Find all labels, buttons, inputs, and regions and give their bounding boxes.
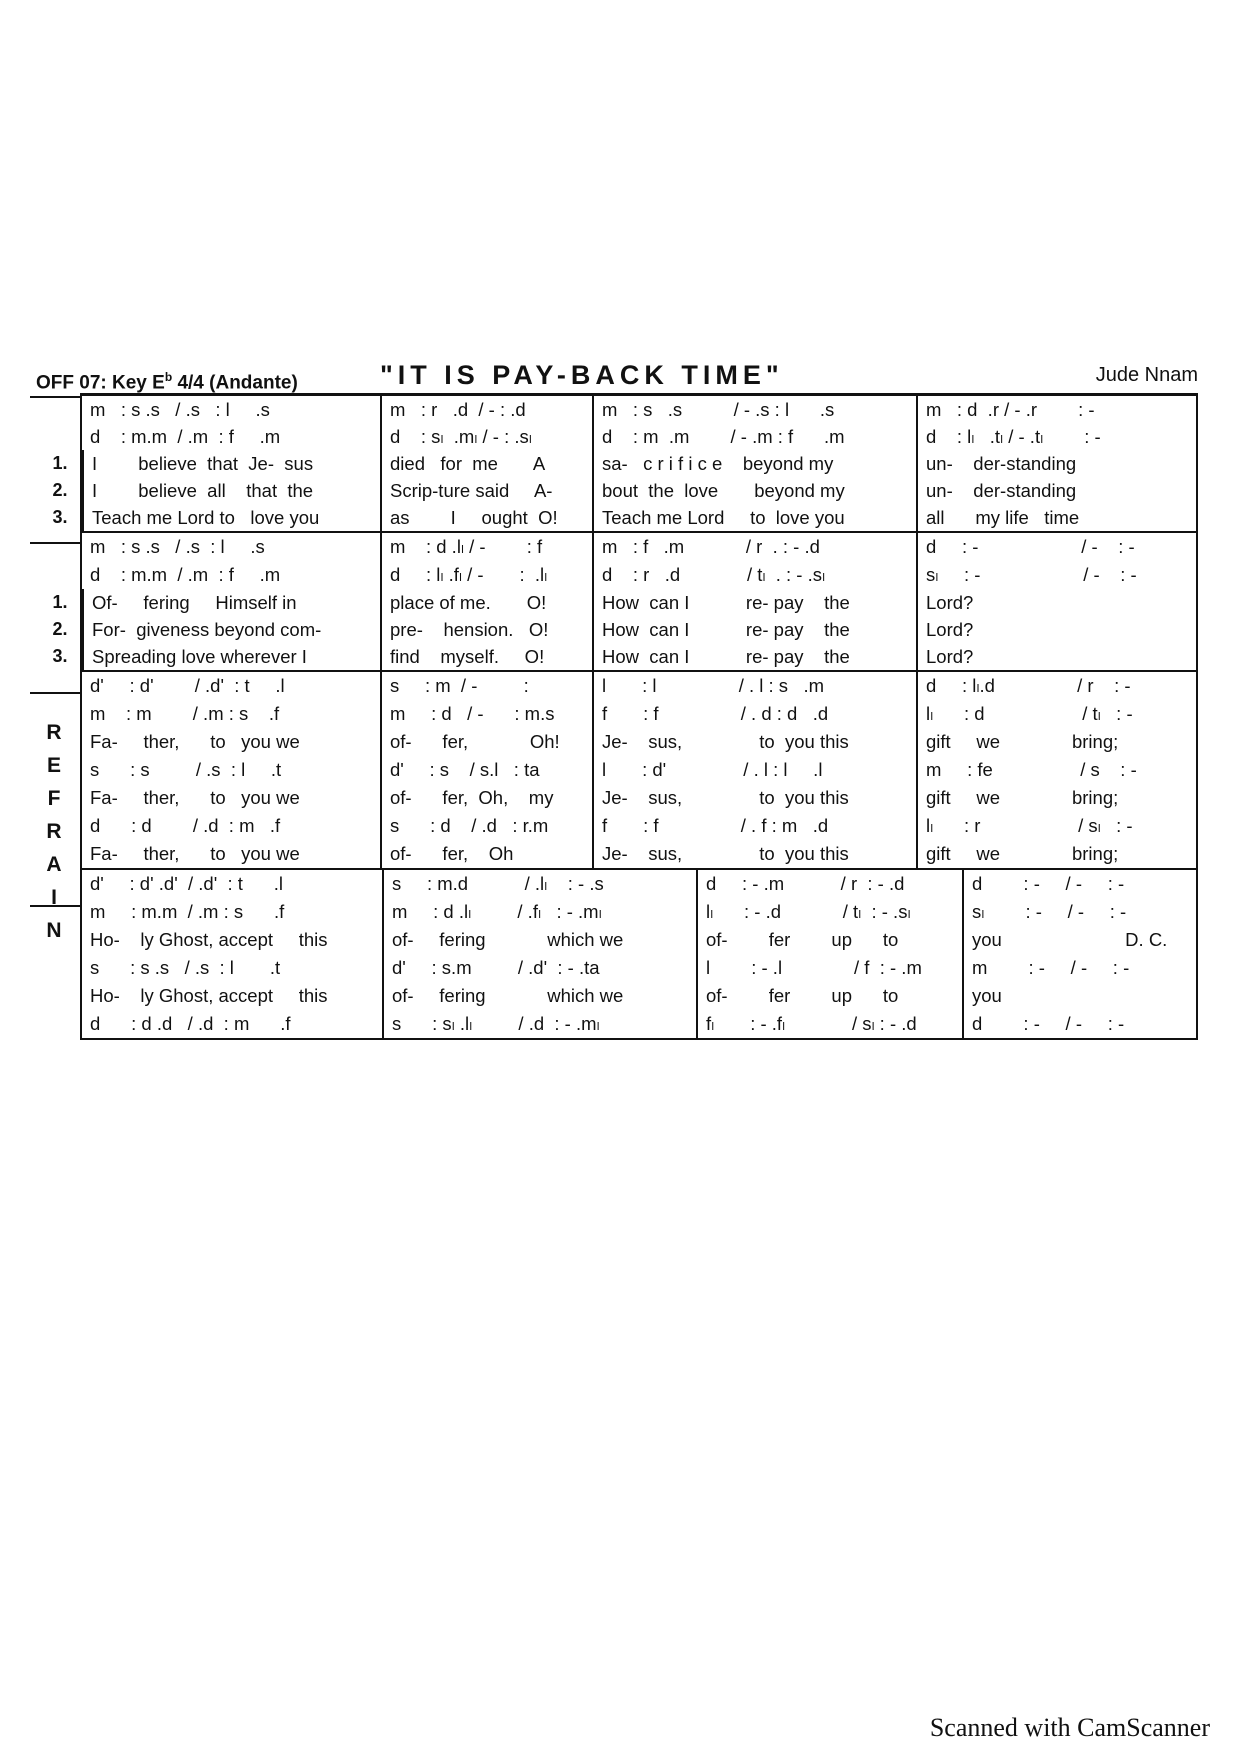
bar-cell: fₗ : - .fₗ / sₗ : - .d	[696, 1010, 962, 1038]
solfa-score	[46, 393, 1198, 1040]
bar-cell: d : sₗ .mₗ / - : .sₗ	[380, 423, 592, 450]
lyric-row	[52, 450, 1196, 477]
lyric-cell: Teach me Lord to love you	[592, 504, 916, 531]
bar-cell: s : d / .d : r.m	[380, 812, 592, 840]
coda-row	[82, 898, 1196, 926]
bar-cell: m : r .d / - : .d	[380, 396, 592, 423]
verse-number: 2.	[52, 480, 68, 500]
bar-cell: s : s .s / .s : l .t	[90, 957, 281, 978]
notes-row-bottom	[82, 561, 1196, 589]
lyric-cell: Fa- ther, to you we	[90, 731, 300, 752]
lyric-cell: I believe all that the	[82, 477, 380, 504]
bar-cell: s : sₗ .lₗ / .d : - .mₗ	[382, 1010, 696, 1038]
bar-cell: l : d' / . l : l .l	[592, 756, 916, 784]
bar-cell: m : d / - : m.s	[380, 700, 592, 728]
bar-cell: d' : s / s.l : ta	[380, 756, 592, 784]
lyric-cell: Ho- ly Ghost, accept this	[90, 929, 328, 950]
lyric-cell: Je- sus, to you this	[592, 840, 916, 868]
lyric-cell: as I ought O!	[380, 504, 592, 531]
refrain-row	[82, 700, 1196, 728]
lyric-cell: sa- c r i f i c e beyond my	[592, 450, 916, 477]
left-rule	[30, 692, 80, 694]
lyric-cell: Fa- ther, to you we	[90, 787, 300, 808]
lyric-cell: you	[962, 982, 1192, 1010]
bar-cell: m : d .lₗ / - : f	[380, 533, 592, 561]
bar-cell: d : d .d / .d : m .f	[90, 1013, 291, 1034]
refrain-row	[82, 812, 1196, 840]
lyric-cell: gift we bring;	[916, 840, 1192, 868]
lyric-cell: How can I re- pay the	[592, 643, 916, 670]
bar-cell: d : - / - : -	[916, 533, 1192, 561]
refrain-label: R E F R A I N	[46, 721, 62, 942]
lyric-cell: Of- fering Himself in	[82, 589, 380, 616]
bar-cell: m : s .s / - .s : l .s	[592, 396, 916, 423]
key-accidental: b	[164, 370, 173, 384]
bar-cell: s : m / - :	[380, 672, 592, 700]
lyric-cell: find myself. O!	[380, 643, 592, 670]
lyric-cell: all my life time	[916, 504, 1192, 531]
verse-number: 3.	[52, 507, 68, 527]
lyric-cell: How can I re- pay the	[592, 616, 916, 643]
lyric-cell: you D. C.	[962, 926, 1192, 954]
bar-cell: d : - / - : -	[962, 1010, 1192, 1038]
lyric-cell: of- fering which we	[382, 982, 696, 1010]
refrain-row	[82, 840, 1196, 868]
lyric-cell: of- fering which we	[382, 926, 696, 954]
lyric-cell: Fa- ther, to you we	[90, 843, 300, 864]
bar-cell: s : s / .s : l .t	[90, 759, 282, 780]
coda-block	[82, 870, 1196, 1038]
lyric-cell: place of me. O!	[380, 589, 592, 616]
lyric-row	[52, 504, 1196, 531]
bar-cell: sₗ : - / - : -	[916, 561, 1192, 589]
lyric-cell: un- der-standing	[916, 450, 1192, 477]
key-label: Key E	[112, 372, 165, 394]
time-signature: 4/4	[177, 372, 204, 394]
bar-cell: d : lₗ .tₗ / - .tₗ : -	[916, 423, 1192, 450]
lyric-cell: gift we bring;	[916, 784, 1192, 812]
bar-cell: m : d .r / - .r : -	[916, 396, 1192, 423]
coda-row	[82, 926, 1196, 954]
lyric-cell: Spreading love wherever I	[82, 643, 380, 670]
bar-cell: lₗ : r / sₗ : -	[916, 812, 1192, 840]
bar-cell: l : - .l / f : - .m	[696, 954, 962, 982]
coda-row	[82, 982, 1196, 1010]
lyric-cell: un- der-standing	[916, 477, 1192, 504]
lyric-cell: of- fer up to	[696, 926, 962, 954]
coda-row	[82, 1010, 1196, 1038]
bar-cell: s : m.d / .lₗ : - .s	[382, 870, 696, 898]
notes-row-top	[82, 396, 1196, 423]
bar-cell: m : f .m / r . : - .d	[592, 533, 916, 561]
lyric-cell: of- fer, Oh, my	[380, 784, 592, 812]
lyric-cell: of- fer, Oh!	[380, 728, 592, 756]
lyric-cell: pre- hension. O!	[380, 616, 592, 643]
lyric-row	[52, 589, 1196, 616]
lyric-cell: Teach me Lord to love you	[82, 504, 380, 531]
key-signature-line	[36, 370, 298, 394]
lyric-cell: Lord?	[916, 643, 1192, 670]
bar-cell: d' : s.m / .d' : - .ta	[382, 954, 696, 982]
lyric-cell: I believe that Je- sus	[82, 450, 380, 477]
coda-row	[82, 954, 1196, 982]
lyric-cell: For- giveness beyond com-	[82, 616, 380, 643]
verse-number: 2.	[52, 619, 68, 639]
bar-cell: d : d / .d : m .f	[90, 815, 281, 836]
lyric-cell: Ho- ly Ghost, accept this	[90, 985, 328, 1006]
song-title: "IT IS PAY-BACK TIME"	[380, 360, 784, 390]
bar-cell: sₗ : - / - : -	[962, 898, 1192, 926]
verse-number: 3.	[52, 646, 68, 666]
bar-cell: d : lₗ.d / r : -	[916, 672, 1192, 700]
bar-cell: d : - / - : -	[962, 870, 1192, 898]
bar-cell: d : m .m / - .m : f .m	[592, 423, 916, 450]
bar-cell: d : r .d / tₗ . : - .sₗ	[592, 561, 916, 589]
song-code: OFF 07:	[36, 372, 107, 394]
lyric-row	[52, 643, 1196, 670]
lyric-cell: Lord?	[916, 616, 1192, 643]
bar-cell: m : s .s / .s : l .s	[90, 398, 270, 420]
lyric-cell: Je- sus, to you this	[592, 784, 916, 812]
verse-block-2	[52, 533, 1196, 672]
lyric-row	[52, 616, 1196, 643]
bar-cell: f : f / . f : m .d	[592, 812, 916, 840]
bar-cell: l : l / . l : s .m	[592, 672, 916, 700]
bar-cell: d : - .m / r : - .d	[696, 870, 962, 898]
bar-cell: m : d .lₗ / .fₗ : - .mₗ	[382, 898, 696, 926]
lyric-cell: bout the love beyond my	[592, 477, 916, 504]
bar-cell: d : lₗ .fₗ / - : .lₗ	[380, 561, 592, 589]
bar-cell: d' : d' .d' / .d' : t .l	[90, 873, 284, 894]
bar-cell: m : fe / s : -	[916, 756, 1192, 784]
lyric-cell: of- fer up to	[696, 982, 962, 1010]
bar-cell: m : m.m / .m : s .f	[90, 901, 285, 922]
lyric-cell: died for me A	[380, 450, 592, 477]
verse-number: 1.	[52, 453, 68, 473]
refrain-row	[82, 756, 1196, 784]
verse-number: 1.	[52, 592, 68, 612]
bar-cell: d : m.m / .m : f .m	[90, 564, 281, 585]
lyric-cell: of- fer, Oh	[380, 840, 592, 868]
coda-row	[82, 870, 1196, 898]
bar-cell: d' : d' / .d' : t .l	[90, 675, 285, 696]
lyric-cell: gift we bring;	[916, 728, 1192, 756]
bar-cell: m : m / .m : s .f	[90, 703, 280, 724]
notes-row-bottom	[82, 423, 1196, 450]
lyric-cell: Je- sus, to you this	[592, 728, 916, 756]
bar-cell: m : - / - : -	[962, 954, 1192, 982]
refrain-row	[82, 672, 1196, 700]
lyric-cell: Scrip-ture said A-	[380, 477, 592, 504]
lyric-cell: How can I re- pay the	[592, 589, 916, 616]
tempo-marking: (Andante)	[209, 372, 298, 394]
notes-row-top	[82, 533, 1196, 561]
bar-cell: f : f / . d : d .d	[592, 700, 916, 728]
bar-cell: d : m.m / .m : f .m	[90, 425, 281, 447]
composer-name: Jude Nnam	[1095, 364, 1198, 386]
left-rule	[30, 542, 80, 544]
bar-cell: lₗ : - .d / tₗ : - .sₗ	[696, 898, 962, 926]
verse-block-1	[52, 396, 1196, 533]
refrain-row	[82, 728, 1196, 756]
lyric-cell: Lord?	[916, 589, 1192, 616]
bar-cell: lₗ : d / tₗ : -	[916, 700, 1192, 728]
lyric-row	[52, 477, 1196, 504]
left-rule	[30, 396, 80, 398]
song-header	[36, 360, 1198, 396]
refrain-row	[82, 784, 1196, 812]
bar-cell: m : s .s / .s : l .s	[90, 536, 265, 557]
scanner-watermark: Scanned with CamScanner	[929, 1713, 1210, 1742]
